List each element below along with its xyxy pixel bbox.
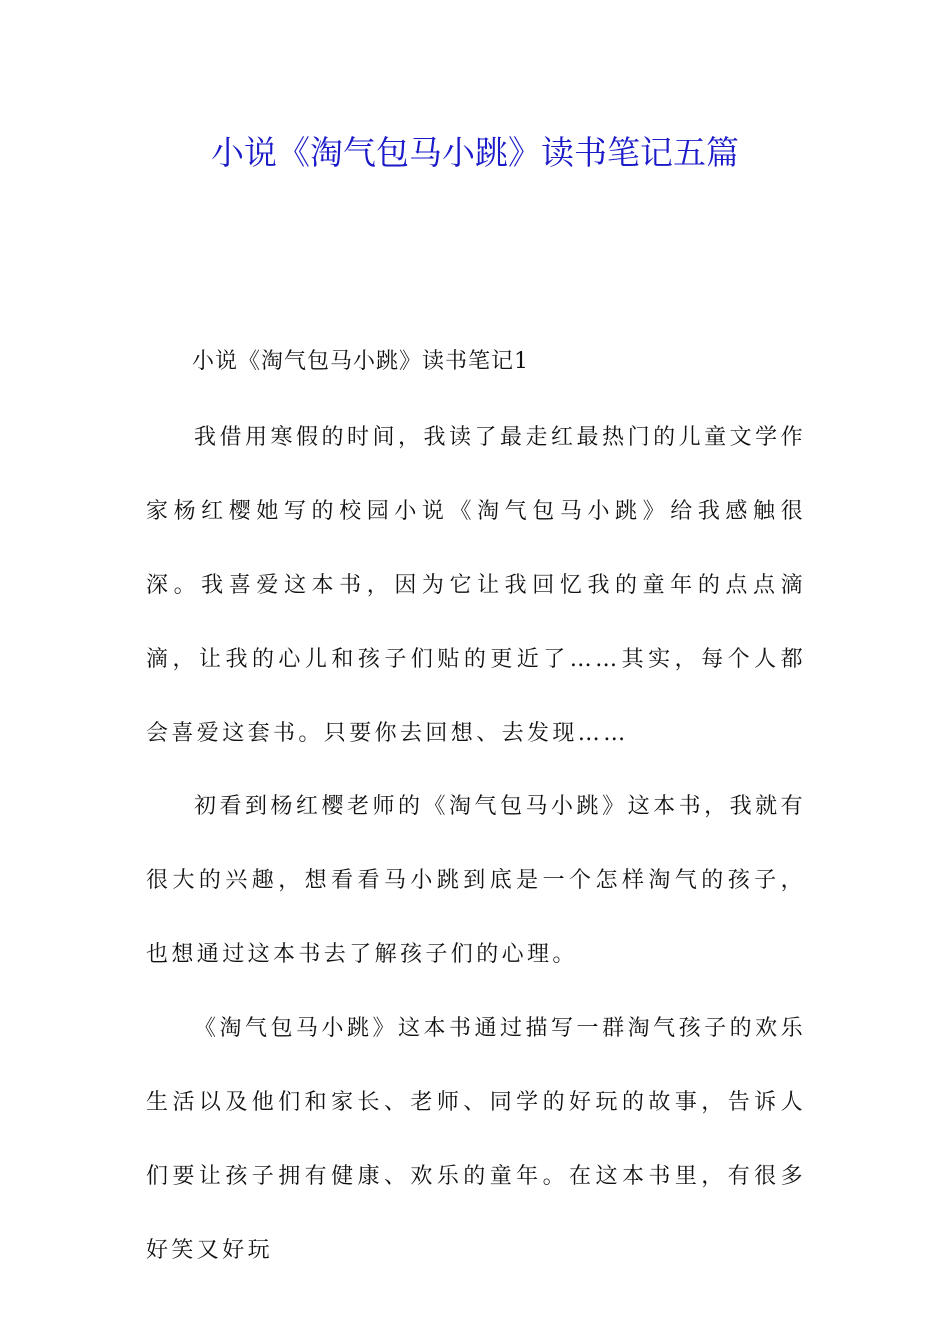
paragraph-2: 初看到杨红樱老师的《淘气包马小跳》这本书，我就有很大的兴趣，想看看马小跳到底是一个怎样淘气的孩子，也想通过这本书去了解孩子们的心理。 (146, 794, 806, 967)
section-heading: 小说《淘气包马小跳》读书笔记1 (192, 349, 529, 374)
paragraph-1: 我借用寒假的时间，我读了最走红最热门的儿童文学作家杨红樱她写的校园小说《淘气包马小跳》给我感触很深。我喜爱这本书，因为它让我回忆我的童年的点点滴滴，让我的心儿和孩子们贴的更近了……其实，每个人都会喜爱这套书。只要你去回想、去发现…… (146, 425, 806, 746)
document-title: 小说《淘气包马小跳》读书笔记五篇 (211, 133, 739, 172)
paragraph-3: 《淘气包马小跳》这本书通过描写一群淘气孩子的欢乐生活以及他们和家长、老师、同学的好玩的故事，告诉人们要让孩子拥有健康、欢乐的童年。在这本书里，有很多好笑又好玩 (146, 1016, 806, 1263)
